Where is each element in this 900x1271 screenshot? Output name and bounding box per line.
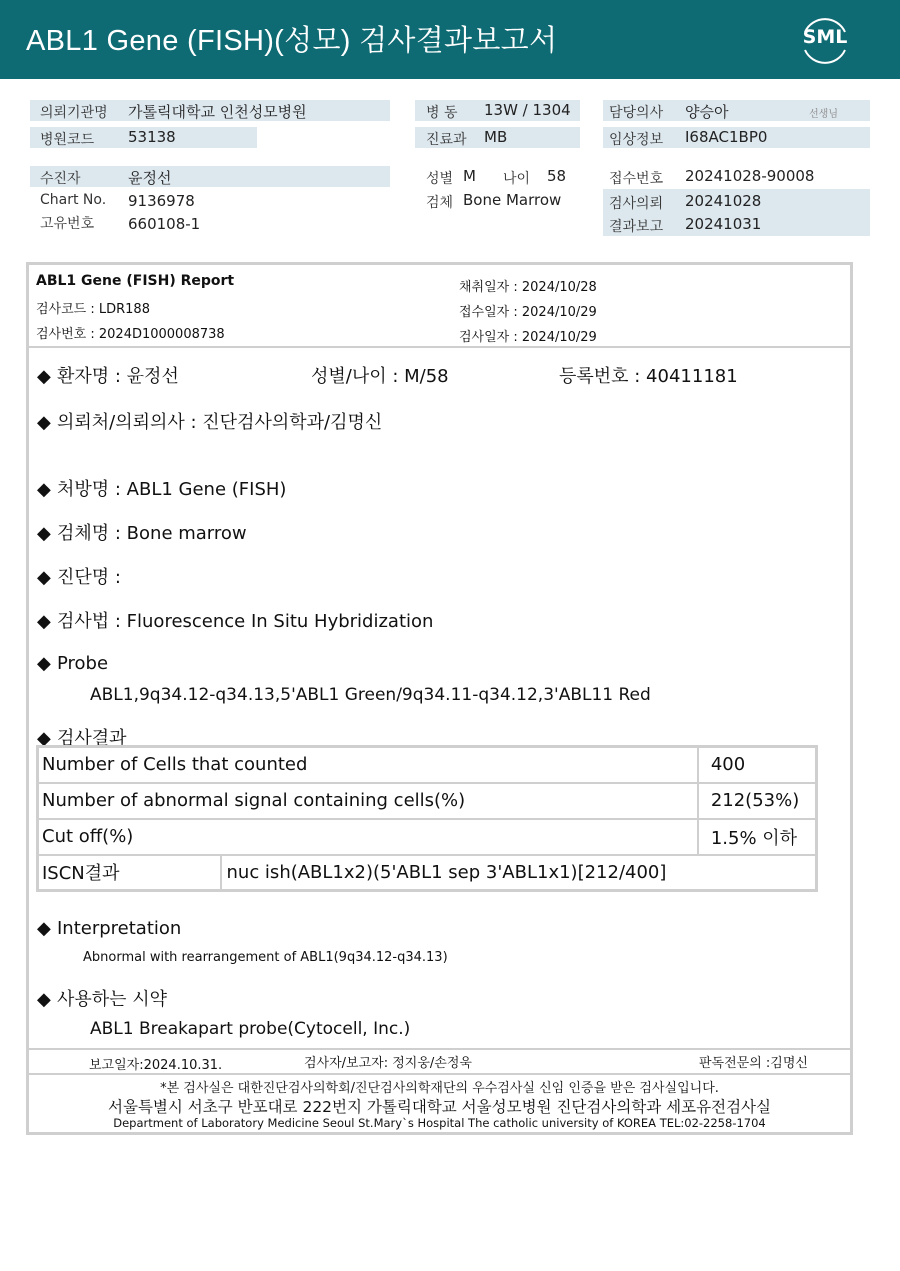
table-row <box>38 783 817 819</box>
doctor-label: 담당의사 <box>609 105 664 121</box>
request-value: 20241028 <box>685 192 762 210</box>
report-date: 보고일자:2024.10.31. <box>89 1058 223 1073</box>
report-title: ABL1 Gene (FISH) Report <box>36 273 235 289</box>
logo-text: SML <box>802 26 848 48</box>
unique-label: 고유번호 <box>40 216 95 232</box>
age-value: 58 <box>547 167 567 185</box>
reagent-text: ABL1 Breakapart probe(Cytocell, Inc.) <box>90 1019 411 1039</box>
ward-value: 13W / 1304 <box>484 101 571 119</box>
results-table <box>36 745 818 892</box>
req-org-label: 의뢰기관명 <box>40 105 108 121</box>
patient-label: 수진자 <box>40 171 81 187</box>
diamond-icon: ◆ <box>37 523 51 544</box>
receipt-label: 접수번호 <box>609 171 664 187</box>
hosp-code-value: 53138 <box>128 128 176 146</box>
dept-label: 진료과 <box>426 132 467 148</box>
probe-text: ABL1,9q34.12-q34.13,5'ABL1 Green/9q34.11-q34.12,3'ABL11 Red <box>90 685 651 705</box>
prescription-line: ◆ 처방명 : ABL1 Gene (FISH) <box>37 479 287 500</box>
sex-age-line: 성별/나이 : M/58 <box>311 366 449 387</box>
referrer-line: ◆ 의뢰처/의뢰의사 : 진단검사의학과/김명신 <box>37 412 383 433</box>
receive-date: 접수일자 : 2024/10/29 <box>459 305 597 320</box>
exam-date: 검사일자 : 2024/10/29 <box>459 330 597 345</box>
sex-label: 성별 <box>426 171 454 187</box>
reagent-heading: ◆ 사용하는 시약 <box>37 989 168 1010</box>
report-header <box>29 265 850 348</box>
doctor-suffix: 선생님 <box>809 109 838 120</box>
method-line: ◆ 검사법 : Fluorescence In Situ Hybridization <box>37 611 434 632</box>
table-cell-label: Number of abnormal signal containing cells(%) <box>38 783 698 819</box>
sml-logo <box>797 12 853 68</box>
lab-address: 서울특별시 서초구 반포대로 222번지 가톨릭대학교 서울성모병원 진단검사의학과 세포유전검사실 <box>108 1098 771 1116</box>
table-row <box>38 747 817 783</box>
result-heading: ◆ 검사결과 <box>37 728 127 749</box>
clinical-value: I68AC1BP0 <box>685 128 768 146</box>
chart-value: 9136978 <box>128 192 195 210</box>
diamond-icon: ◆ <box>37 918 51 939</box>
table-row <box>38 819 817 855</box>
test-number: 검사번호 : 2024D1000008738 <box>36 327 225 342</box>
hosp-code-label: 병원코드 <box>40 132 95 148</box>
diamond-icon: ◆ <box>37 611 51 632</box>
result-date-value: 20241031 <box>685 215 762 233</box>
diamond-icon: ◆ <box>37 479 51 500</box>
report-box <box>26 262 853 1135</box>
reader: 판독전문의 :김명신 <box>699 1056 808 1071</box>
patient-line: ◆ 환자명 : 윤정선 <box>37 366 179 387</box>
specimen-line: ◆ 검체명 : Bone marrow <box>37 523 247 544</box>
diagnosis-line: ◆ 진단명 : <box>37 567 121 588</box>
collect-date: 채취일자 : 2024/10/28 <box>459 280 597 295</box>
specimen-value: Bone Marrow <box>463 191 562 209</box>
age-label: 나이 <box>503 171 531 187</box>
diamond-icon: ◆ <box>37 989 51 1010</box>
diamond-icon: ◆ <box>37 653 51 674</box>
unique-value: 660108-1 <box>128 215 201 233</box>
ward-label: 병 동 <box>426 105 458 121</box>
req-org-value: 가톨릭대학교 인천성모병원 <box>128 103 307 121</box>
table-row <box>38 855 817 891</box>
header-bar <box>0 0 900 79</box>
department-english: Department of Laboratory Medicine Seoul St.Mary`s Hospital The catholic university of KOREA TEL:02-2258-1704 <box>113 1116 766 1130</box>
table-cell-value: 400 <box>698 747 817 783</box>
sex-value: M <box>463 167 476 185</box>
request-label: 검사의뢰 <box>609 196 664 212</box>
examiner: 검사자/보고자: 정지웅/손정욱 <box>304 1056 472 1071</box>
diamond-icon: ◆ <box>37 366 51 387</box>
receipt-value: 20241028-90008 <box>685 167 815 185</box>
interpretation-heading: ◆ Interpretation <box>37 918 182 939</box>
table-cell-value: 1.5% 이하 <box>698 819 817 855</box>
patient-value: 윤정선 <box>128 169 172 187</box>
probe-heading: ◆ Probe <box>37 653 109 674</box>
chart-label: Chart No. <box>40 192 107 208</box>
result-date-label: 결과보고 <box>609 219 664 235</box>
iscn-label: ISCN결과 <box>38 855 221 891</box>
diamond-icon: ◆ <box>37 567 51 588</box>
table-cell-label: Number of Cells that counted <box>38 747 698 783</box>
specimen-label: 검체 <box>426 195 454 211</box>
page-title: ABL1 Gene (FISH)(성모) 검사결과보고서 <box>26 25 558 57</box>
diamond-icon: ◆ <box>37 728 51 749</box>
dept-value: MB <box>484 128 508 146</box>
registration-line: 등록번호 : 40411181 <box>559 366 738 387</box>
test-code: 검사코드 : LDR188 <box>36 302 150 317</box>
iscn-value: nuc ish(ABL1x2)(5'ABL1 sep 3'ABL1x1)[212/400] <box>221 855 817 891</box>
certification-note: *본 검사실은 대한진단검사의학회/진단검사의학재단의 우수검사실 신임 인증을 받은 검사실입니다. <box>160 1081 719 1096</box>
diamond-icon: ◆ <box>37 412 51 433</box>
clinical-label: 임상정보 <box>609 132 664 148</box>
table-cell-value: 212(53%) <box>698 783 817 819</box>
doctor-value: 양승아 <box>685 103 729 121</box>
table-cell-label: Cut off(%) <box>38 819 698 855</box>
interpretation-text: Abnormal with rearrangement of ABL1(9q34.12-q34.13) <box>83 950 448 965</box>
